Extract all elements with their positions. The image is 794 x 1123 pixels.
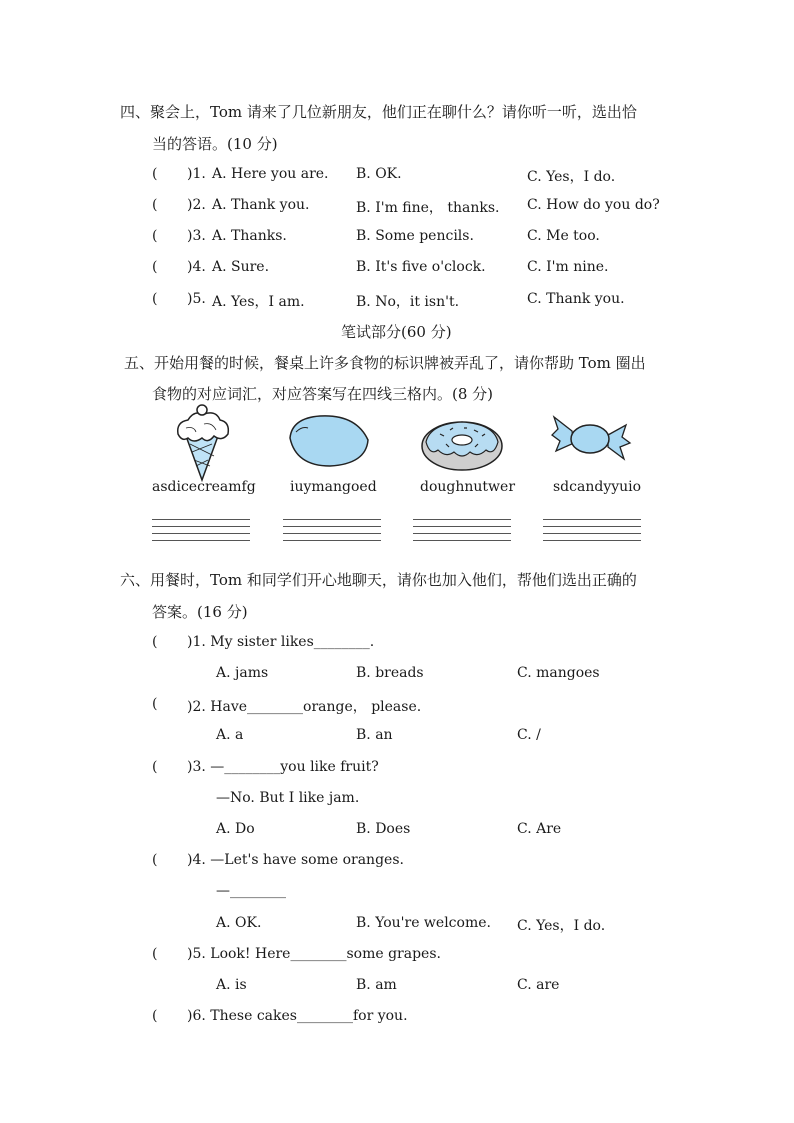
- option-c: C. I'm nine.: [527, 259, 609, 275]
- option-c: C. How do you do?: [527, 197, 660, 213]
- option-c: C. Thank you.: [527, 291, 625, 307]
- answer-blank[interactable]: (: [152, 166, 158, 182]
- question-stem: )2. Have________orange， please.: [187, 699, 422, 715]
- question-stem: )3. —________you like fruit?: [187, 759, 379, 775]
- question-stem: )5. Look! Here________some grapes.: [187, 946, 441, 962]
- item-number: )5.: [187, 291, 206, 307]
- option-a: A. a: [216, 727, 244, 743]
- question-stem: )1. My sister likes________.: [187, 634, 375, 650]
- scrambled-word: asdicecreamfg: [152, 479, 256, 495]
- answer-blank[interactable]: (: [152, 197, 158, 213]
- option-a: A. jams: [216, 665, 269, 681]
- mango-icon: [286, 412, 372, 470]
- option-b: B. breads: [356, 665, 424, 681]
- answer-blank[interactable]: (: [152, 228, 158, 244]
- answer-blank[interactable]: (: [152, 852, 158, 868]
- option-a: A. Thank you.: [212, 197, 310, 213]
- option-b: B. am: [356, 977, 397, 993]
- section4-title-line1: 四、聚会上，Tom 请来了几位新朋友，他们正在聊什么？请你听一听，选出恰: [120, 103, 637, 121]
- answer-blank[interactable]: (: [152, 759, 158, 775]
- option-c: C. are: [517, 977, 560, 993]
- scrambled-word: doughnutwer: [420, 479, 516, 495]
- option-c: C. Yes，I do.: [517, 918, 606, 934]
- item-number: )2.: [187, 197, 206, 213]
- option-a: A. Yes，I am.: [212, 294, 305, 310]
- option-c: C. Me too.: [527, 228, 600, 244]
- answer-blank[interactable]: (: [152, 946, 158, 962]
- question-reply: —________: [216, 883, 286, 899]
- option-a: A. Thanks.: [212, 228, 287, 244]
- option-b: B. You're welcome.: [356, 915, 491, 931]
- section6-title-line2: 答案。(16 分): [152, 603, 248, 621]
- writing-lines[interactable]: [543, 519, 641, 547]
- option-b: B. It's five o'clock.: [356, 259, 486, 275]
- option-c: C. Are: [517, 821, 562, 837]
- option-c: C. Yes，I do.: [527, 169, 616, 185]
- option-b: B. Some pencils.: [356, 228, 474, 244]
- item-number: )4.: [187, 259, 206, 275]
- question-stem: )4. —Let's have some oranges.: [187, 852, 404, 868]
- scrambled-word: iuymangoed: [290, 479, 377, 495]
- section5-title-line2: 食物的对应词汇，对应答案写在四线三格内。(8 分): [152, 385, 494, 403]
- writing-lines[interactable]: [152, 519, 250, 547]
- question-reply: —No. But I like jam.: [216, 790, 360, 806]
- option-b: B. I'm fine， thanks.: [356, 200, 500, 216]
- ice-cream-icon: [172, 404, 234, 482]
- section6-title-line1: 六、用餐时，Tom 和同学们开心地聊天，请你也加入他们，帮他们选出正确的: [120, 571, 637, 589]
- writing-lines[interactable]: [413, 519, 511, 547]
- written-part-heading: 笔试部分(60 分): [341, 323, 452, 341]
- option-a: A. Do: [216, 821, 255, 837]
- option-c: C. mangoes: [517, 665, 600, 681]
- answer-blank[interactable]: (: [152, 259, 158, 275]
- answer-blank[interactable]: (: [152, 696, 158, 712]
- doughnut-icon: [420, 416, 504, 472]
- scrambled-word: sdcandyyuio: [553, 479, 642, 495]
- option-b: B. No，it isn't.: [356, 294, 460, 310]
- writing-lines[interactable]: [283, 519, 381, 547]
- section4-title-line2: 当的答语。(10 分): [152, 135, 278, 153]
- answer-blank[interactable]: (: [152, 634, 158, 650]
- question-stem: )6. These cakes________for you.: [187, 1008, 408, 1024]
- option-a: A. Sure.: [212, 259, 270, 275]
- answer-blank[interactable]: (: [152, 1008, 158, 1024]
- option-c: C. /: [517, 727, 541, 743]
- option-a: A. Here you are.: [212, 166, 329, 182]
- option-b: B. OK.: [356, 166, 402, 182]
- option-a: A. is: [216, 977, 247, 993]
- answer-blank[interactable]: (: [152, 291, 158, 307]
- section5-title-line1: 五、开始用餐的时候，餐桌上许多食物的标识牌被弄乱了，请你帮助 Tom 圈出: [124, 354, 646, 372]
- item-number: )3.: [187, 228, 206, 244]
- candy-icon: [550, 413, 632, 465]
- option-b: B. an: [356, 727, 393, 743]
- option-b: B. Does: [356, 821, 411, 837]
- item-number: )1.: [187, 166, 206, 182]
- option-a: A. OK.: [216, 915, 262, 931]
